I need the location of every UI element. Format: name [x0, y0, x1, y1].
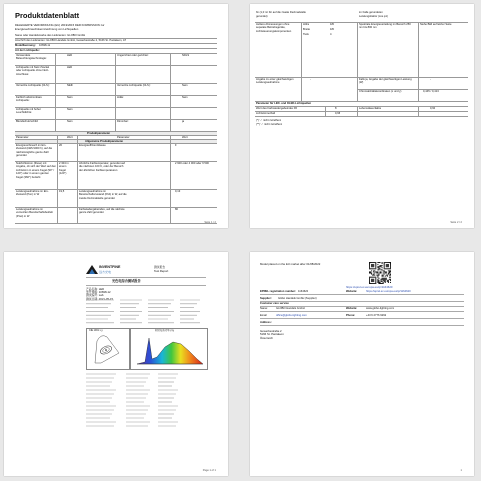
general-param-label-2: Leistungsaufnahme im Bereitschaftszustand (Psb) in W, auf die zweite Dezimalstelle gerundet	[79, 190, 127, 200]
eprel-field-label: EPREL registration number:	[260, 290, 296, 293]
model-value: 10698-12	[39, 44, 51, 47]
address-line: Gewerbestraße 2	[260, 329, 282, 333]
dim-width-key: Breite	[303, 28, 311, 31]
row-divider	[260, 311, 464, 312]
top-text-1: fin (1,0 m² für auf die zweite Dezimalstelle	[256, 11, 306, 14]
light-source-param-value-2: Nein	[182, 96, 188, 99]
section-light-source: Art der Lichtquelle:	[15, 49, 40, 52]
eprel-field-label: Customer care service	[260, 302, 289, 305]
report-info-line: 测试编号: Lab	[86, 293, 104, 298]
light-source-param-label: Verwendete Beleuchtungstechnologie:	[16, 54, 47, 61]
cie-plot	[87, 329, 129, 369]
spd-plot	[131, 329, 207, 369]
header-value-1: Wert	[67, 135, 73, 139]
footnote-2: (**) '-': nicht zutreffend	[256, 123, 283, 126]
report-data-lines	[86, 298, 206, 326]
eprel-field-value: 1164620	[298, 290, 309, 293]
section-product-parameters: Produktparameter	[87, 131, 111, 135]
datasheet-table-continued	[255, 10, 468, 145]
page-title: Produktdatenblatt	[15, 11, 80, 20]
dim-height-value: 180	[330, 23, 335, 26]
cie-title: CIE 1931 x,y	[89, 329, 103, 332]
page-number: Seite 1 / 2	[204, 221, 216, 224]
eprel-field-label: Name:	[260, 307, 268, 310]
row-divider	[260, 325, 464, 326]
general-param-label-2: Energieeffizienzklasse	[79, 144, 106, 147]
eprel-field-value: GLOBO Handels GmbH	[276, 307, 305, 310]
equivalent-power-value: -	[310, 78, 311, 81]
general-param-label-2: Ähnliche Farbtemperatur, gerundet auf die nächsten 100 K, oder der Bereich der ähnlichen Farbtemperaturen	[79, 162, 126, 172]
light-source-param-value: LED	[67, 54, 73, 57]
spd-chart	[130, 328, 208, 370]
r9-value: 8	[335, 107, 337, 110]
eprel-page	[250, 252, 474, 476]
equivalent-power-w-label: Falls ja, Angabe der gleichwertigen Leistung (W)	[359, 78, 412, 85]
chromaticity-value: 0,445 / 0,413	[423, 90, 439, 93]
dim-width-value: 180	[330, 28, 335, 31]
general-param-label: Leistungsaufnahme im vernetzten Bereitschaftsbetrieb (Pnet) in W	[16, 208, 54, 218]
eprel-field-label-2: Website:	[346, 290, 358, 293]
address-line: 5166 St. Pantaleon	[260, 332, 284, 337]
equivalent-power-label: Angabe zu einer gleichwertigen Leistungsaufnahme	[256, 78, 294, 85]
general-param-value-2: F	[175, 144, 177, 147]
light-source-param-value: LED	[67, 66, 73, 69]
survival-value: 0,90	[430, 107, 436, 110]
column-divider	[115, 53, 116, 131]
report-title: 光色电综合测试报告	[112, 279, 141, 283]
header-right-2: Test Report	[154, 269, 169, 273]
column-divider	[77, 135, 78, 223]
row-divider	[15, 131, 217, 132]
top-right-1: im Falle gerundeten	[359, 11, 383, 14]
eprel-field-label: Supplier:	[260, 297, 272, 300]
light-source-param-label-2: Vernetzte Lichtquelle (CLS):	[117, 84, 151, 87]
row-divider	[260, 301, 464, 302]
eprel-field-value[interactable]: office@globo-lighting.com	[276, 314, 307, 317]
top-right-2: Leistungsfaktor (cos φ1)	[359, 15, 388, 18]
lumen-maintenance-label: Lichtstromerhalt	[256, 112, 276, 115]
light-source-param-value-2: Nein	[182, 84, 188, 87]
cie-diagram	[86, 328, 130, 370]
header-right-1: 测试报告	[154, 265, 166, 269]
eprel-field-value-2: www.globo-lighting.com	[366, 307, 395, 310]
column-divider	[170, 135, 171, 223]
eprel-field-label: Address:	[260, 321, 272, 324]
section-general-parameters: Allgemeine Produktparameter	[85, 139, 124, 143]
supplier-line: Name oder Handelsmarke des Lieferanten: GLOBO GmbH	[15, 34, 86, 37]
light-source-param-label-2: Hülle:	[117, 96, 124, 99]
report-results-lines	[86, 372, 206, 432]
report-info-line: 产品名称: LED	[86, 287, 105, 291]
eprel-field-label: Email:	[260, 314, 268, 317]
eprel-header: Model placed on the EU market after 01/08/2022	[260, 262, 321, 266]
header-parameter-2: Parameter	[117, 135, 130, 139]
qr-link[interactable]: https://eprel.ec.europa.eu/qr/1164620	[346, 285, 393, 289]
report-info-line: 测试日期: 2021-05-15	[86, 296, 114, 301]
page-number: 1	[460, 469, 462, 472]
test-report-page	[4, 252, 228, 476]
address-line: Anschrift des Lieferanten: GLOBO Handels GmbH, Gewerbestraße 2, 5166 St. Pantaleon, AT	[15, 39, 127, 42]
regulation-line-1: DELEGIERTE VERORDNUNG (EU) 2019/2015 DER KOMMISSION zur	[15, 23, 105, 27]
eprel-field-value-2[interactable]: https://eprel.ec.europa.eu/qr/1164620	[366, 290, 411, 293]
equivalent-power-w-value: -	[430, 78, 431, 81]
page-number: Page 1 of 1	[202, 469, 216, 472]
general-param-value: 19,5	[59, 190, 65, 193]
eprel-field-label-2: Website:	[346, 307, 358, 310]
datasheet-page-1	[4, 4, 228, 228]
general-param-value-2: 80	[175, 208, 178, 211]
light-source-param-label: Lichtquelle mit hoher Leuchtdichte:	[16, 108, 41, 115]
light-source-param-value: Nein	[67, 108, 73, 111]
light-source-param-value: NEIN	[67, 84, 74, 87]
eprel-field-value: Globo Handels GmbH (Supplier)	[278, 297, 317, 300]
general-param-label: Energieverbrauch im Ein-Zustand (kWh/1000 h), auf die nächstmögliche ganze Zahl gerundet	[16, 144, 53, 158]
dim-depth-value: 4	[330, 33, 332, 36]
general-param-value-2: 2 900 oder 4 000 oder 6 500	[175, 162, 209, 165]
light-source-param-label: Blendschutzschild:	[16, 120, 39, 123]
dim-depth-key: Tiefe	[303, 33, 309, 36]
top-text-2: gerundet)	[256, 15, 268, 18]
light-source-param-label-2: Ungerichtet oder gerichtet:	[117, 54, 149, 57]
datasheet-table	[15, 34, 217, 224]
spd-value: Siehe Bild auf letzter Seite	[420, 23, 452, 26]
eprel-field-value-2: +43 6 2776 9292	[366, 314, 387, 317]
report-info-line: 型号规格: 10698-12	[86, 290, 111, 295]
light-source-param-value: Nein	[67, 96, 73, 99]
spd-label: Spektrale Energieverteilung im Bereich 250 nm bis 800 nm	[359, 23, 411, 30]
general-param-label: Leistungsaufnahme im Ein-Zustand (Pon) in W	[16, 190, 49, 197]
row-divider	[260, 294, 464, 295]
column-divider	[170, 53, 171, 131]
header-value-2: Wert	[182, 135, 188, 139]
dim-height-key: Höhe	[303, 23, 310, 26]
datasheet-page-2	[250, 4, 474, 228]
general-param-value-2: 0,13	[175, 190, 181, 193]
row-divider	[260, 318, 464, 319]
general-param-value: 2 304 in einem Kegel (120°)	[59, 162, 69, 176]
light-source-param-label-2: Dimmbar:	[117, 120, 129, 123]
section-led-parameters: Parameter für LED- und OLED-Lichtquellen	[256, 102, 312, 105]
inventfine-logo-icon	[86, 265, 98, 274]
light-source-param-label: Lichtquelle mit Netz-/Sockel oder Lichtquelle ohne Netz-Anschluss:	[16, 66, 50, 76]
general-param-label-2: Farbwiedergabeindex, auf die nächste ganze Zahl gerundet	[79, 208, 125, 215]
eprel-field-label-2: Phone:	[346, 314, 356, 317]
spd-title: 相对光谱功率分布	[155, 329, 175, 332]
page-number: Seite 2 / 2	[450, 221, 462, 224]
header-parameter-1: Parameter	[16, 135, 29, 139]
light-source-param-value-2: NDLS	[182, 54, 190, 57]
survival-label: Lebensdauerfaktor	[359, 107, 382, 110]
brand-subtitle: 远方光电	[99, 269, 112, 274]
qr-code-icon[interactable]	[369, 262, 391, 284]
column-divider	[57, 135, 58, 223]
regulation-line-2: Energieverbrauchskennzeichnung von Lichtquellen	[15, 27, 79, 31]
r9-label: Wert des Farbwiedergabeindex R9	[256, 107, 298, 110]
column-divider	[55, 53, 56, 131]
chromaticity-label: Chromatizitätskoordinaten (x und y)	[359, 90, 402, 93]
lumen-maintenance-value: 0,96	[335, 112, 341, 115]
footnote-1: (*) '-': nicht zutreffend	[256, 119, 282, 122]
dimensions-label: Äußere Abmessungen ohne separate Betriebsgeräte, Lichtsteuerungskomponenten	[256, 23, 292, 33]
model-label: Modellkennung:	[15, 44, 36, 47]
light-source-param-value-2: ja	[182, 120, 185, 123]
address-line: Österreich	[260, 335, 273, 340]
light-source-param-value: Nein	[67, 120, 73, 123]
light-source-param-label: Vernetzte Lichtquelle (CLS):	[16, 84, 50, 87]
brand-name: INVENTFINE	[99, 265, 121, 269]
general-param-label: Nutzlichtstrom (Φuse) mit Angabe, ob sich der Wert auf den Lichtstrom in einem Kegel (90° / 120°) oder in einem ganzen Kegel (360°) bezieht	[16, 162, 56, 179]
light-source-param-label: Farblich abstimmbare Lichtquelle:	[16, 96, 42, 103]
general-param-value: 20	[59, 144, 62, 147]
